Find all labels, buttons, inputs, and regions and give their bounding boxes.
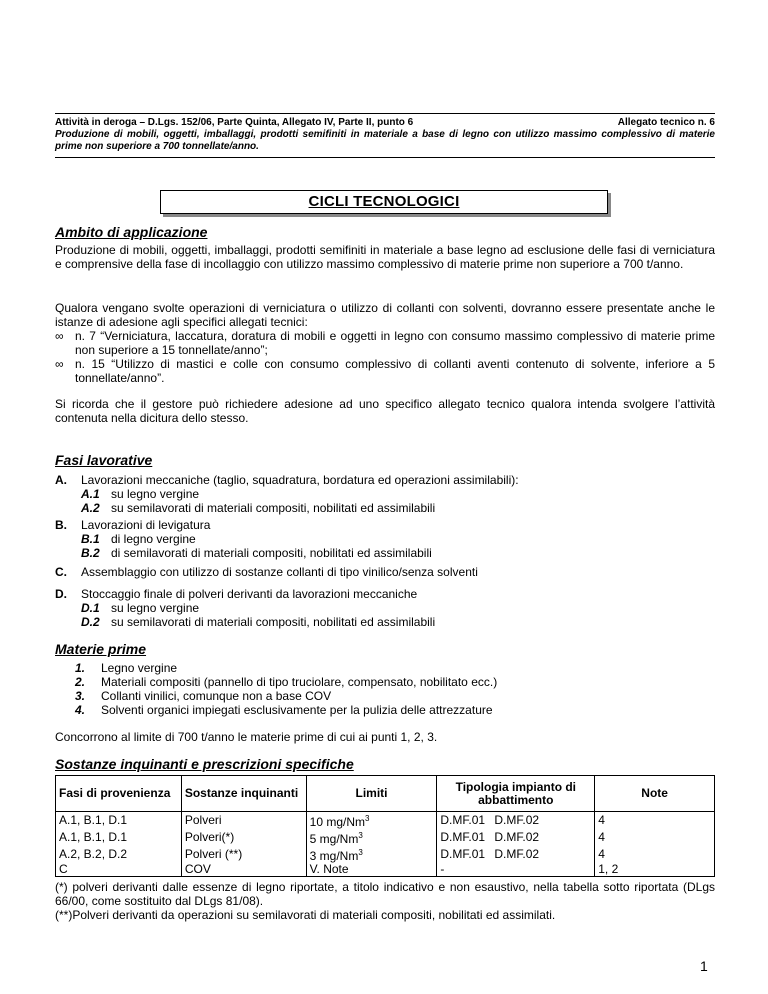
- cell-fasi: A.1, B.1, D.1: [56, 829, 182, 846]
- material-text: Solventi organici impiegati esclusivamente per la pulizia delle attrezzature: [101, 703, 493, 717]
- section-heading-fasi: Fasi lavorative: [55, 452, 153, 468]
- document-header: [55, 113, 715, 158]
- subphase-id: B.1: [81, 532, 100, 546]
- list-item: [55, 703, 715, 717]
- cell-sostanza: Polveri(*): [181, 829, 306, 846]
- phase-text: Lavorazioni meccaniche (taglio, squadratura, bordatura ed operazioni assimilabili):: [81, 473, 519, 487]
- subphase-text: di semilavorati di materiali compositi, nobilitati ed assimilabili: [111, 546, 432, 560]
- column-header: Sostanze inquinanti: [181, 776, 306, 812]
- bullet-text: n. 15 “Utilizzo di mastici e colle con consumo complessivo di collanti aventi contenuto di solvente, inferiore a 5 tonnellate/anno”.: [75, 357, 715, 385]
- table-footnote-1: (*) polveri derivanti dalle essenze di legno riportate, a titolo indicativo e non esaustivo, nella tabella sotto riportata (DLgs 66/00, come sostituito dal DLgs 81/08).: [55, 880, 715, 908]
- cell-sostanza: COV: [181, 863, 306, 877]
- material-number: 4.: [75, 703, 86, 717]
- ambito-paragraph-1: Produzione di mobili, oggetti, imballaggi, prodotti semifiniti in materiale a base legno ad esclusione delle fasi di verniciatura e comprensive della fase di incollaggio con utilizzo massimo complessivo di materie prime non superiore a 700 t/anno.: [55, 243, 715, 271]
- cell-impianto: D.MF.01 D.MF.02: [437, 846, 595, 863]
- subphase-text: su semilavorati di materiali compositi, nobilitati ed assimilabili: [111, 615, 436, 629]
- column-header: Limiti: [306, 776, 437, 812]
- table-row: [56, 829, 715, 846]
- header-subtitle: Produzione di mobili, oggetti, imballaggi, prodotti semifiniti in materiale a base di legno con utilizzo massimo complessivo di materie prime non superiore a 700 tonnellate/anno.: [55, 129, 715, 152]
- section-heading-materie: Materie prime: [55, 641, 147, 657]
- phase-item-c: [55, 565, 715, 579]
- subphase-text: su semilavorati di materiali compositi, nobilitati ed assimilabili: [111, 501, 436, 515]
- subphase-id: D.1: [81, 601, 100, 615]
- subphase-text: su legno vergine: [111, 601, 200, 615]
- bullet-icon: ∞: [55, 357, 64, 371]
- subphase-id: B.2: [81, 546, 100, 560]
- cell-fasi: A.1, B.1, D.1: [56, 812, 182, 830]
- phase-text: Assemblaggio con utilizzo di sostanze collanti di tipo vinilico/senza solventi: [81, 565, 478, 579]
- cell-limite: 5 mg/Nm$^3$: [306, 829, 437, 846]
- material-number: 1.: [75, 661, 86, 675]
- ambito-paragraph-3: Si ricorda che il gestore può richiedere adesione ad uno specifico allegato tecnico qualora intenda svolgere l’attività contenuta nella dicitura dello stesso.: [55, 397, 715, 425]
- phase-item-a: [55, 473, 715, 515]
- cell-limite: 3 mg/Nm$^3$: [306, 846, 437, 863]
- cell-note: 4: [595, 829, 715, 846]
- page-title: CICLI TECNOLOGICI: [308, 193, 460, 210]
- subphase-id: A.2: [81, 501, 100, 515]
- column-header: Fasi di provenienza: [56, 776, 182, 812]
- material-number: 2.: [75, 675, 86, 689]
- materials-note: Concorrono al limite di 700 t/anno le materie prime di cui ai punti 1, 2, 3.: [55, 730, 438, 744]
- column-header: Note: [595, 776, 715, 812]
- list-item: [55, 675, 715, 689]
- list-item: [55, 329, 715, 357]
- cell-impianto: D.MF.01 D.MF.02: [437, 812, 595, 830]
- list-item: [55, 689, 715, 703]
- bullet-text: n. 7 “Verniciatura, laccatura, doratura di mobili e oggetti in legno con consumo massimo complessivo di materie prime non superiore a 15 tonnellate/anno”;: [75, 329, 715, 357]
- phase-letter: B.: [55, 518, 67, 532]
- cell-note: 4: [595, 812, 715, 830]
- header-regulation: Attività in deroga – D.Lgs. 152/06, Parte Quinta, Allegato IV, Parte II, punto 6: [55, 117, 414, 128]
- cell-sostanza: Polveri: [181, 812, 306, 830]
- ambito-bullet-list: [55, 329, 715, 385]
- table-row: [56, 846, 715, 863]
- list-item: [55, 661, 715, 675]
- table-header-row: [56, 776, 715, 812]
- section-heading-ambito: Ambito di applicazione: [55, 224, 208, 240]
- cell-sostanza: Polveri (**): [181, 846, 306, 863]
- cell-fasi: A.2, B.2, D.2: [56, 846, 182, 863]
- material-number: 3.: [75, 689, 86, 703]
- table-row: [56, 863, 715, 877]
- materials-list: [55, 661, 715, 717]
- list-item: [55, 357, 715, 385]
- cell-impianto: D.MF.01 D.MF.02: [437, 829, 595, 846]
- column-header: Tipologia impianto di abbattimento: [437, 776, 595, 812]
- material-text: Legno vergine: [101, 661, 178, 675]
- phase-text: Stoccaggio finale di polveri derivanti da lavorazioni meccaniche: [81, 587, 418, 601]
- cell-limite: V. Note: [306, 863, 437, 877]
- cell-note: 4: [595, 846, 715, 863]
- phase-item-b: [55, 518, 715, 560]
- page-title-box: [160, 190, 608, 214]
- material-text: Materiali compositi (pannello di tipo truciolare, compensato, nobilitato ecc.): [101, 675, 498, 689]
- subphase-id: D.2: [81, 615, 100, 629]
- cell-limite: 10 mg/Nm$^3$: [306, 812, 437, 830]
- pollutants-table: [55, 775, 715, 877]
- phase-letter: A.: [55, 473, 67, 487]
- subphase-text: di legno vergine: [111, 532, 196, 546]
- subphase-text: su legno vergine: [111, 487, 200, 501]
- table-footnote-2: (**)Polveri derivanti da operazioni su semilavorati di materiali compositi, nobilitati ed assimilati.: [55, 908, 556, 922]
- subphase-id: A.1: [81, 487, 100, 501]
- ambito-paragraph-2: Qualora vengano svolte operazioni di verniciatura o utilizzo di collanti con solventi, dovranno essere presentate anche le istanze di adesione agli specifici allegati tecnici:: [55, 301, 715, 329]
- page-number: 1: [700, 958, 708, 974]
- phase-item-d: [55, 587, 715, 629]
- cell-fasi: C: [56, 863, 182, 877]
- cell-impianto: -: [437, 863, 595, 877]
- section-heading-sostanze: Sostanze inquinanti e prescrizioni specifiche: [55, 756, 354, 772]
- phase-letter: D.: [55, 587, 67, 601]
- phase-letter: C.: [55, 565, 67, 579]
- material-text: Collanti vinilici, comunque non a base COV: [101, 689, 332, 703]
- header-annex: Allegato tecnico n. 6: [617, 117, 715, 128]
- cell-note: 1, 2: [595, 863, 715, 877]
- phase-text: Lavorazioni di levigatura: [81, 518, 211, 532]
- table-row: [56, 812, 715, 830]
- bullet-icon: ∞: [55, 329, 64, 343]
